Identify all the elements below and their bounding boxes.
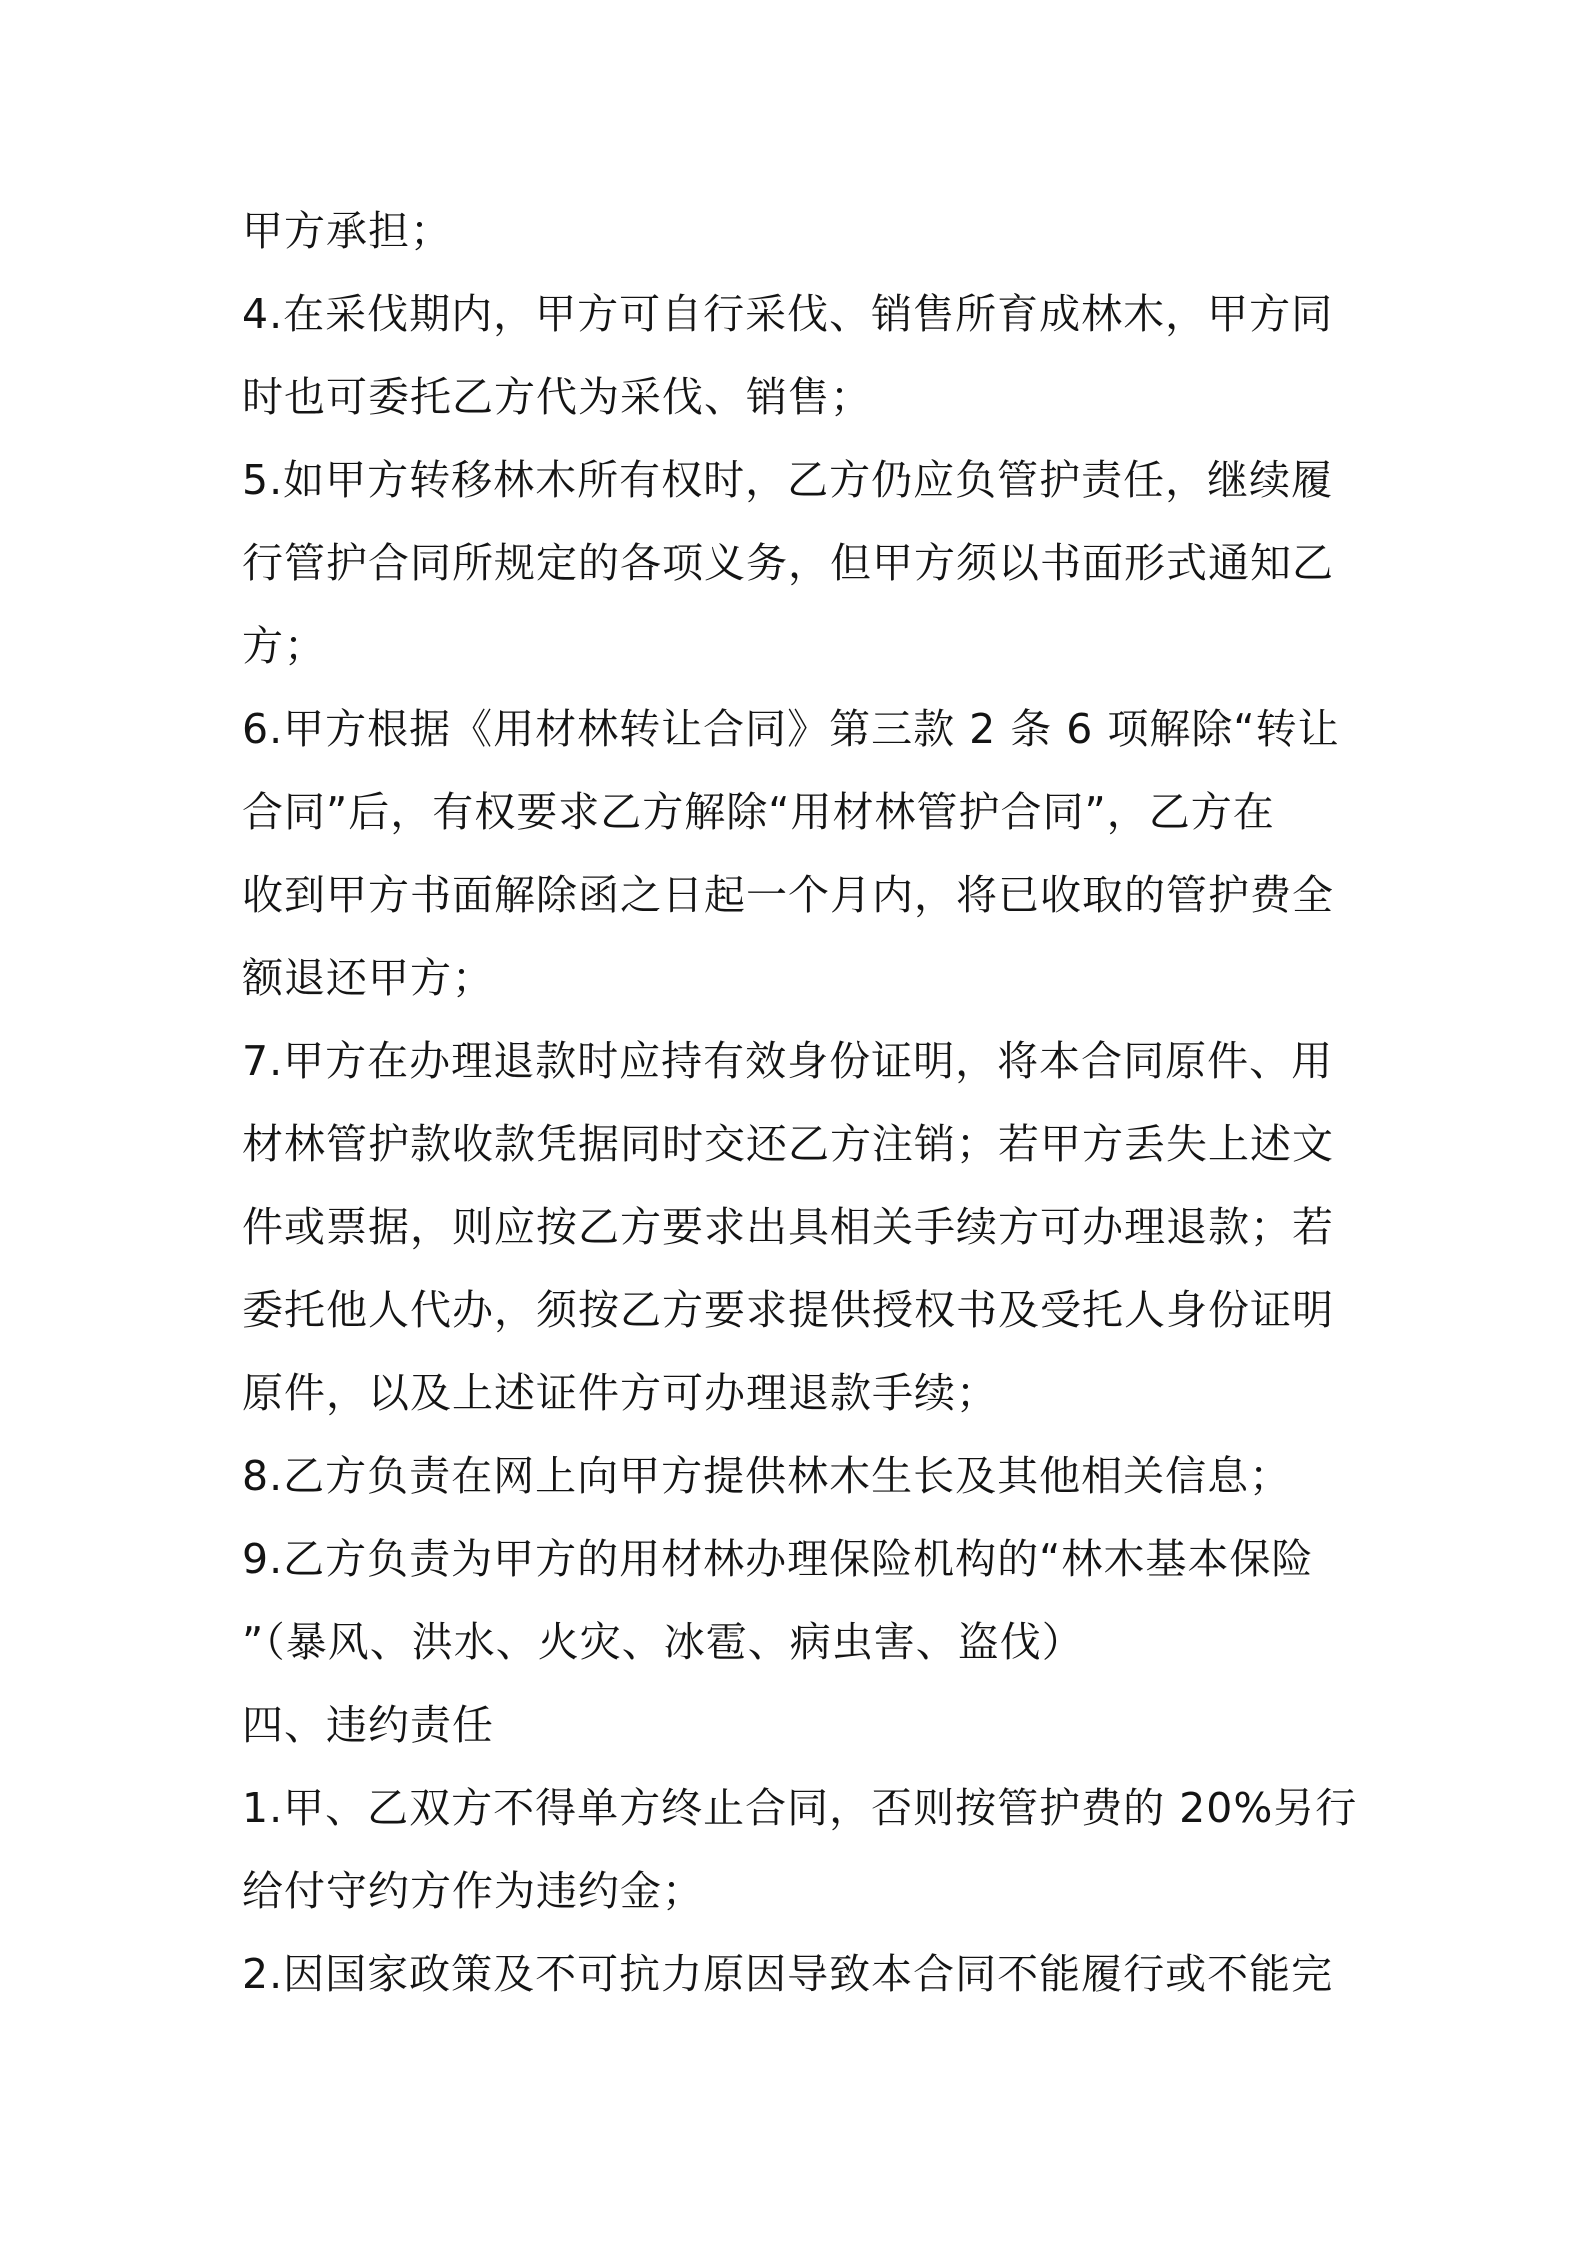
text-line-15: 原件，以及上述证件方可办理退款手续； (242, 1369, 998, 1417)
text-line-16: 8.乙方负责在网上向甲方提供林木生长及其他相关信息； (242, 1452, 1292, 1500)
text-line-17: 9.乙方负责为甲方的用材林办理保险机构的“林木基本保险 (242, 1535, 1314, 1583)
text-line-7: 6.甲方根据《用材林转让合同》第三款 2 条 6 项解除“转让 (242, 705, 1340, 753)
text-line-20: 1.甲、乙双方不得单方终止合同，否则按管护费的 20%另行 (242, 1784, 1358, 1832)
text-line-3: 时也可委托乙方代为采伐、销售； (242, 373, 872, 421)
document-body (242, 190, 1362, 2016)
text-line-9: 收到甲方书面解除函之日起一个月内，将已收取的管护费全 (242, 871, 1334, 919)
text-line-21: 给付守约方作为违约金； (242, 1867, 704, 1915)
text-line-12: 材林管护款收款凭据同时交还乙方注销；若甲方丢失上述文 (242, 1120, 1334, 1168)
text-line-10: 额退还甲方； (242, 954, 494, 1002)
text-line-13: 件或票据，则应按乙方要求出具相关手续方可办理退款；若 (242, 1203, 1334, 1251)
text-line-4: 5.如甲方转移林木所有权时，乙方仍应负管护责任，继续履 (242, 456, 1334, 504)
text-line-14: 委托他人代办，须按乙方要求提供授权书及受托人身份证明 (242, 1286, 1334, 1334)
text-line-11: 7.甲方在办理退款时应持有效身份证明，将本合同原件、用 (242, 1037, 1334, 1085)
text-line-5: 行管护合同所规定的各项义务，但甲方须以书面形式通知乙 (242, 539, 1334, 587)
text-line-2: 4.在采伐期内，甲方可自行采伐、销售所育成林木，甲方同 (242, 290, 1334, 338)
section-heading: 四、违约责任 (242, 1701, 494, 1749)
text-line-18: ”（暴风、洪水、火灾、冰雹、病虫害、盗伐） (242, 1618, 1084, 1666)
text-line-22: 2.因国家政策及不可抗力原因导致本合同不能履行或不能完 (242, 1950, 1334, 1998)
text-line-8: 合同”后，有权要求乙方解除“用材林管护合同”，乙方在 (242, 788, 1275, 836)
text-line-6: 方； (242, 622, 326, 670)
text-line-1: 甲方承担； (242, 207, 452, 255)
